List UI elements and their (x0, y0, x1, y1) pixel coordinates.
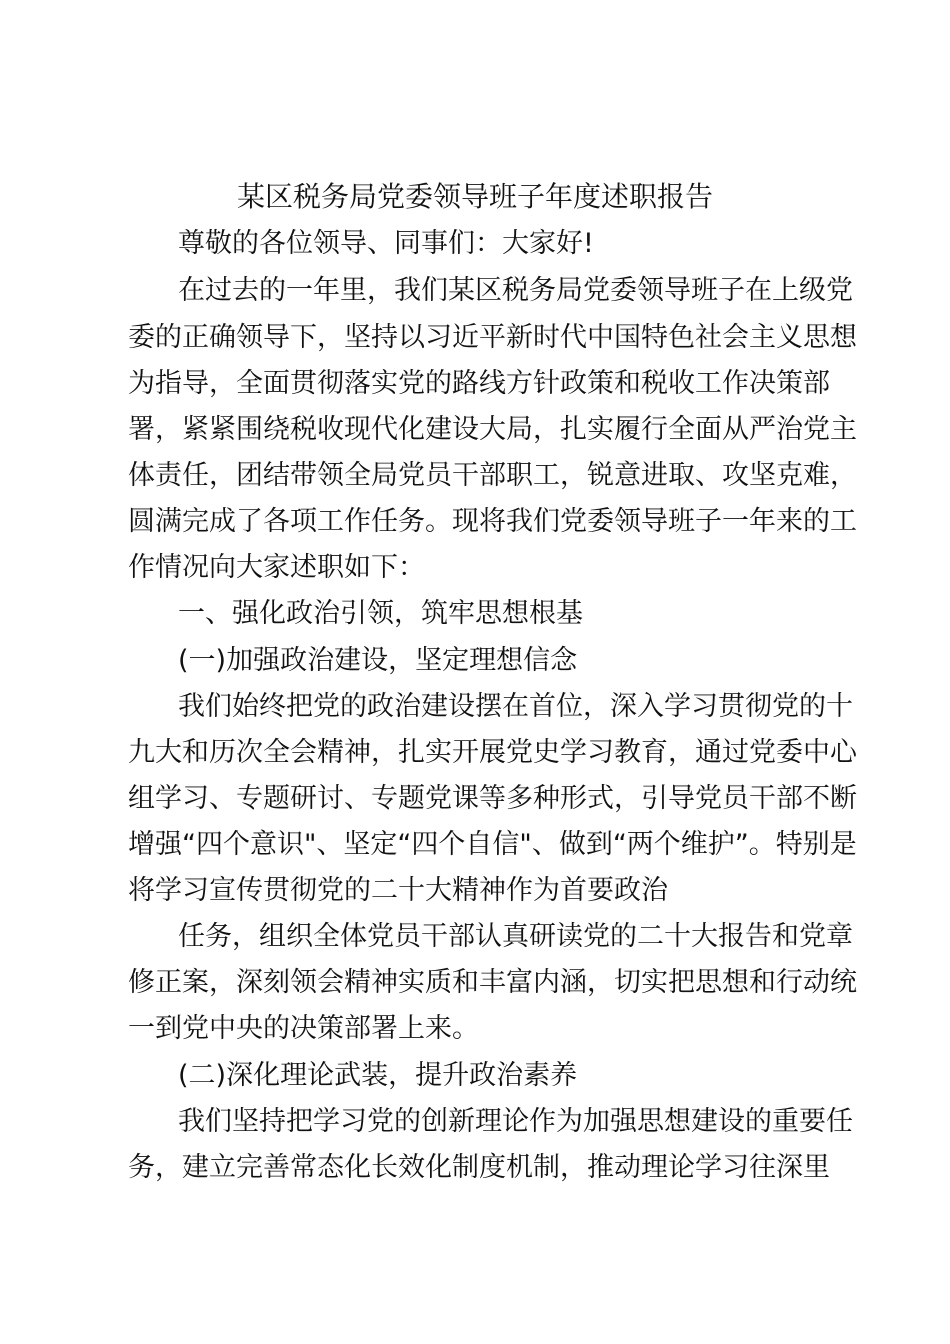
paragraph-line: 我们坚持把学习党的创新理论作为加强思想建设的重要任 (178, 1106, 853, 1137)
paragraph-line: 我们始终把党的政治建设摆在首位，深入学习贯彻党的十 (178, 691, 853, 722)
document-title: 某区税务局党委领导班子年度述职报告 (236, 180, 713, 213)
section-heading: 一、强化政治引领，筑牢思想根基 (178, 598, 583, 629)
paragraph-line: 增强“四个意识"、坚定“四个自信"、做到“两个维护”。特别是 (128, 829, 857, 860)
paragraph-line: 修正案，深刻领会精神实质和丰富内涵，切实把思想和行动统 (128, 967, 857, 998)
subsection-heading: (二)深化理论武装，提升政治素养 (178, 1060, 578, 1091)
paragraph-line: 在过去的一年里，我们某区税务局党委领导班子在上级党 (178, 275, 853, 306)
paragraph-line: 圆满完成了各项工作任务。现将我们党委领导班子一年来的工 (128, 506, 857, 537)
paragraph-line: 务，建立完善常态化长效化制度机制，推动理论学习往深里 (128, 1152, 830, 1183)
paragraph-line: 一到党中央的决策部署上来。 (128, 1013, 479, 1044)
paragraph-line: 体责任，团结带领全局党员干部职工，锐意进取、攻坚克难， (128, 460, 857, 491)
subsection-heading: (一)加强政治建设，坚定理想信念 (178, 645, 578, 676)
greeting-line: 尊敬的各位领导、同事们：大家好! (178, 228, 594, 259)
paragraph-line: 委的正确领导下，坚持以习近平新时代中国特色社会主义思想 (128, 322, 857, 353)
paragraph-line: 为指导，全面贯彻落实党的路线方针政策和税收工作决策部 (128, 368, 830, 399)
paragraph-line: 九大和历次全会精神，扎实开展党史学习教育，通过党委中心 (128, 737, 857, 768)
paragraph-line: 署，紧紧围绕税收现代化建设大局，扎实履行全面从严治党主 (128, 414, 857, 445)
paragraph-line: 组学习、专题研讨、专题党课等多种形式，引导党员干部不断 (128, 783, 857, 814)
paragraph-line: 任务，组织全体党员干部认真研读党的二十大报告和党章 (178, 921, 853, 952)
paragraph-line: 将学习宣传贯彻党的二十大精神作为首要政治 (128, 875, 668, 906)
paragraph-line: 作情况向大家述职如下： (128, 552, 425, 583)
